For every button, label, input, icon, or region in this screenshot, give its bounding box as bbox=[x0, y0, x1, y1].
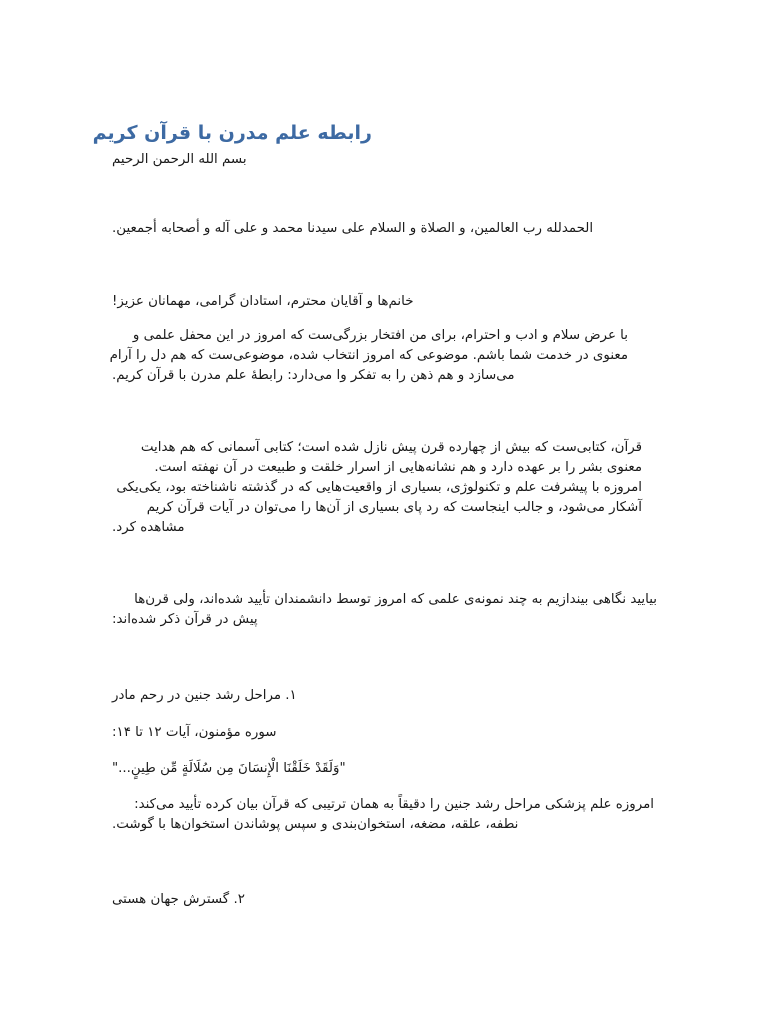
quran-line-1: قرآن، کتابی‌ست که بیش از چهارده قرن پیش نازل شده است؛ کتابی آسمانی که هم هدایت bbox=[140, 440, 642, 455]
quran-line-3: امروزه با پیشرفت علم و تکنولوژی، بسیاری از واقعیت‌هایی که در گذشته ناشناخته بود، یکی‌یکی bbox=[116, 480, 642, 495]
intro-line-1: با عرض سلام و ادب و احترام، برای من افتخار بزرگی‌ست که امروز در این محفل علمی و bbox=[132, 328, 628, 343]
section-1-verse bbox=[112, 759, 656, 779]
section-1-verse-text: "وَلَقَدْ خَلَقْنَا الْإِنسَانَ مِن سُلَالَةٍ مِّن طِينٍ..." bbox=[112, 761, 346, 776]
basmala-text: بسم الله الرحمن الرحیم bbox=[112, 152, 247, 167]
hamd-paragraph bbox=[112, 219, 656, 239]
quran-line-5: مشاهده کرد. bbox=[112, 520, 185, 535]
examples-intro-line-1: بیایید نگاهی بیندازیم به چند نمونه‌ی علمی که امروز توسط دانشمندان تأیید شده‌اند، ولی قرن‌ها bbox=[134, 592, 657, 607]
quran-paragraph bbox=[112, 438, 642, 538]
quran-line-4: آشکار می‌شود، و جالب اینجاست که رد پای بسیاری از آن‌ها را می‌توان در آیات قرآن کریم bbox=[146, 500, 642, 515]
section-2-heading bbox=[112, 890, 656, 910]
examples-intro-paragraph bbox=[112, 590, 657, 630]
basmala bbox=[112, 150, 656, 170]
section-1-explanation bbox=[112, 795, 654, 835]
section-1-heading bbox=[112, 686, 656, 706]
intro-paragraph bbox=[109, 326, 628, 386]
greeting-text: خانم‌ها و آقایان محترم، استادان گرامی، مهمانان عزیز! bbox=[112, 294, 414, 309]
section-1-explanation-line-2: نطفه، علقه، مضغه، استخوان‌بندی و سپس پوشاندن استخوان‌ها با گوشت. bbox=[112, 817, 519, 832]
section-1-explanation-line-1: امروزه علم پزشکی مراحل رشد جنین را دقیقاً به همان ترتیبی که قرآن بیان کرده تأیید می‌کند: bbox=[134, 797, 654, 812]
section-1-heading-text: ۱. مراحل رشد جنین در رحم مادر bbox=[112, 688, 297, 703]
quran-line-2: معنوی بشر را بر عهده دارد و هم نشانه‌هایی از اسرار خلقت و طبیعت در آن نهفته است. bbox=[154, 460, 642, 475]
section-2-heading-text: ۲. گسترش جهان هستی bbox=[112, 892, 245, 907]
intro-line-2: معنوی در خدمت شما باشم. موضوعی که امروز انتخاب شده، موضوعی‌ست که هم دل را آرام bbox=[109, 348, 628, 363]
intro-line-3: می‌سازد و هم ذهن را به تفکر وا می‌دارد: رابطهٔ علم مدرن با قرآن کریم. bbox=[112, 368, 515, 383]
section-1-reference-text: سوره مؤمنون، آیات ۱۲ تا ۱۴: bbox=[112, 725, 277, 740]
examples-intro-line-2: پیش در قرآن ذکر شده‌اند: bbox=[112, 612, 258, 627]
document-title: رابطه علم مدرن با قرآن کریم bbox=[92, 122, 372, 144]
greeting-paragraph bbox=[112, 292, 656, 312]
section-1-reference bbox=[112, 723, 656, 743]
hamd-text: الحمدلله رب العالمین، و الصلاة و السلام علی سیدنا محمد و علی آله و أصحابه أجمعین. bbox=[112, 221, 594, 236]
